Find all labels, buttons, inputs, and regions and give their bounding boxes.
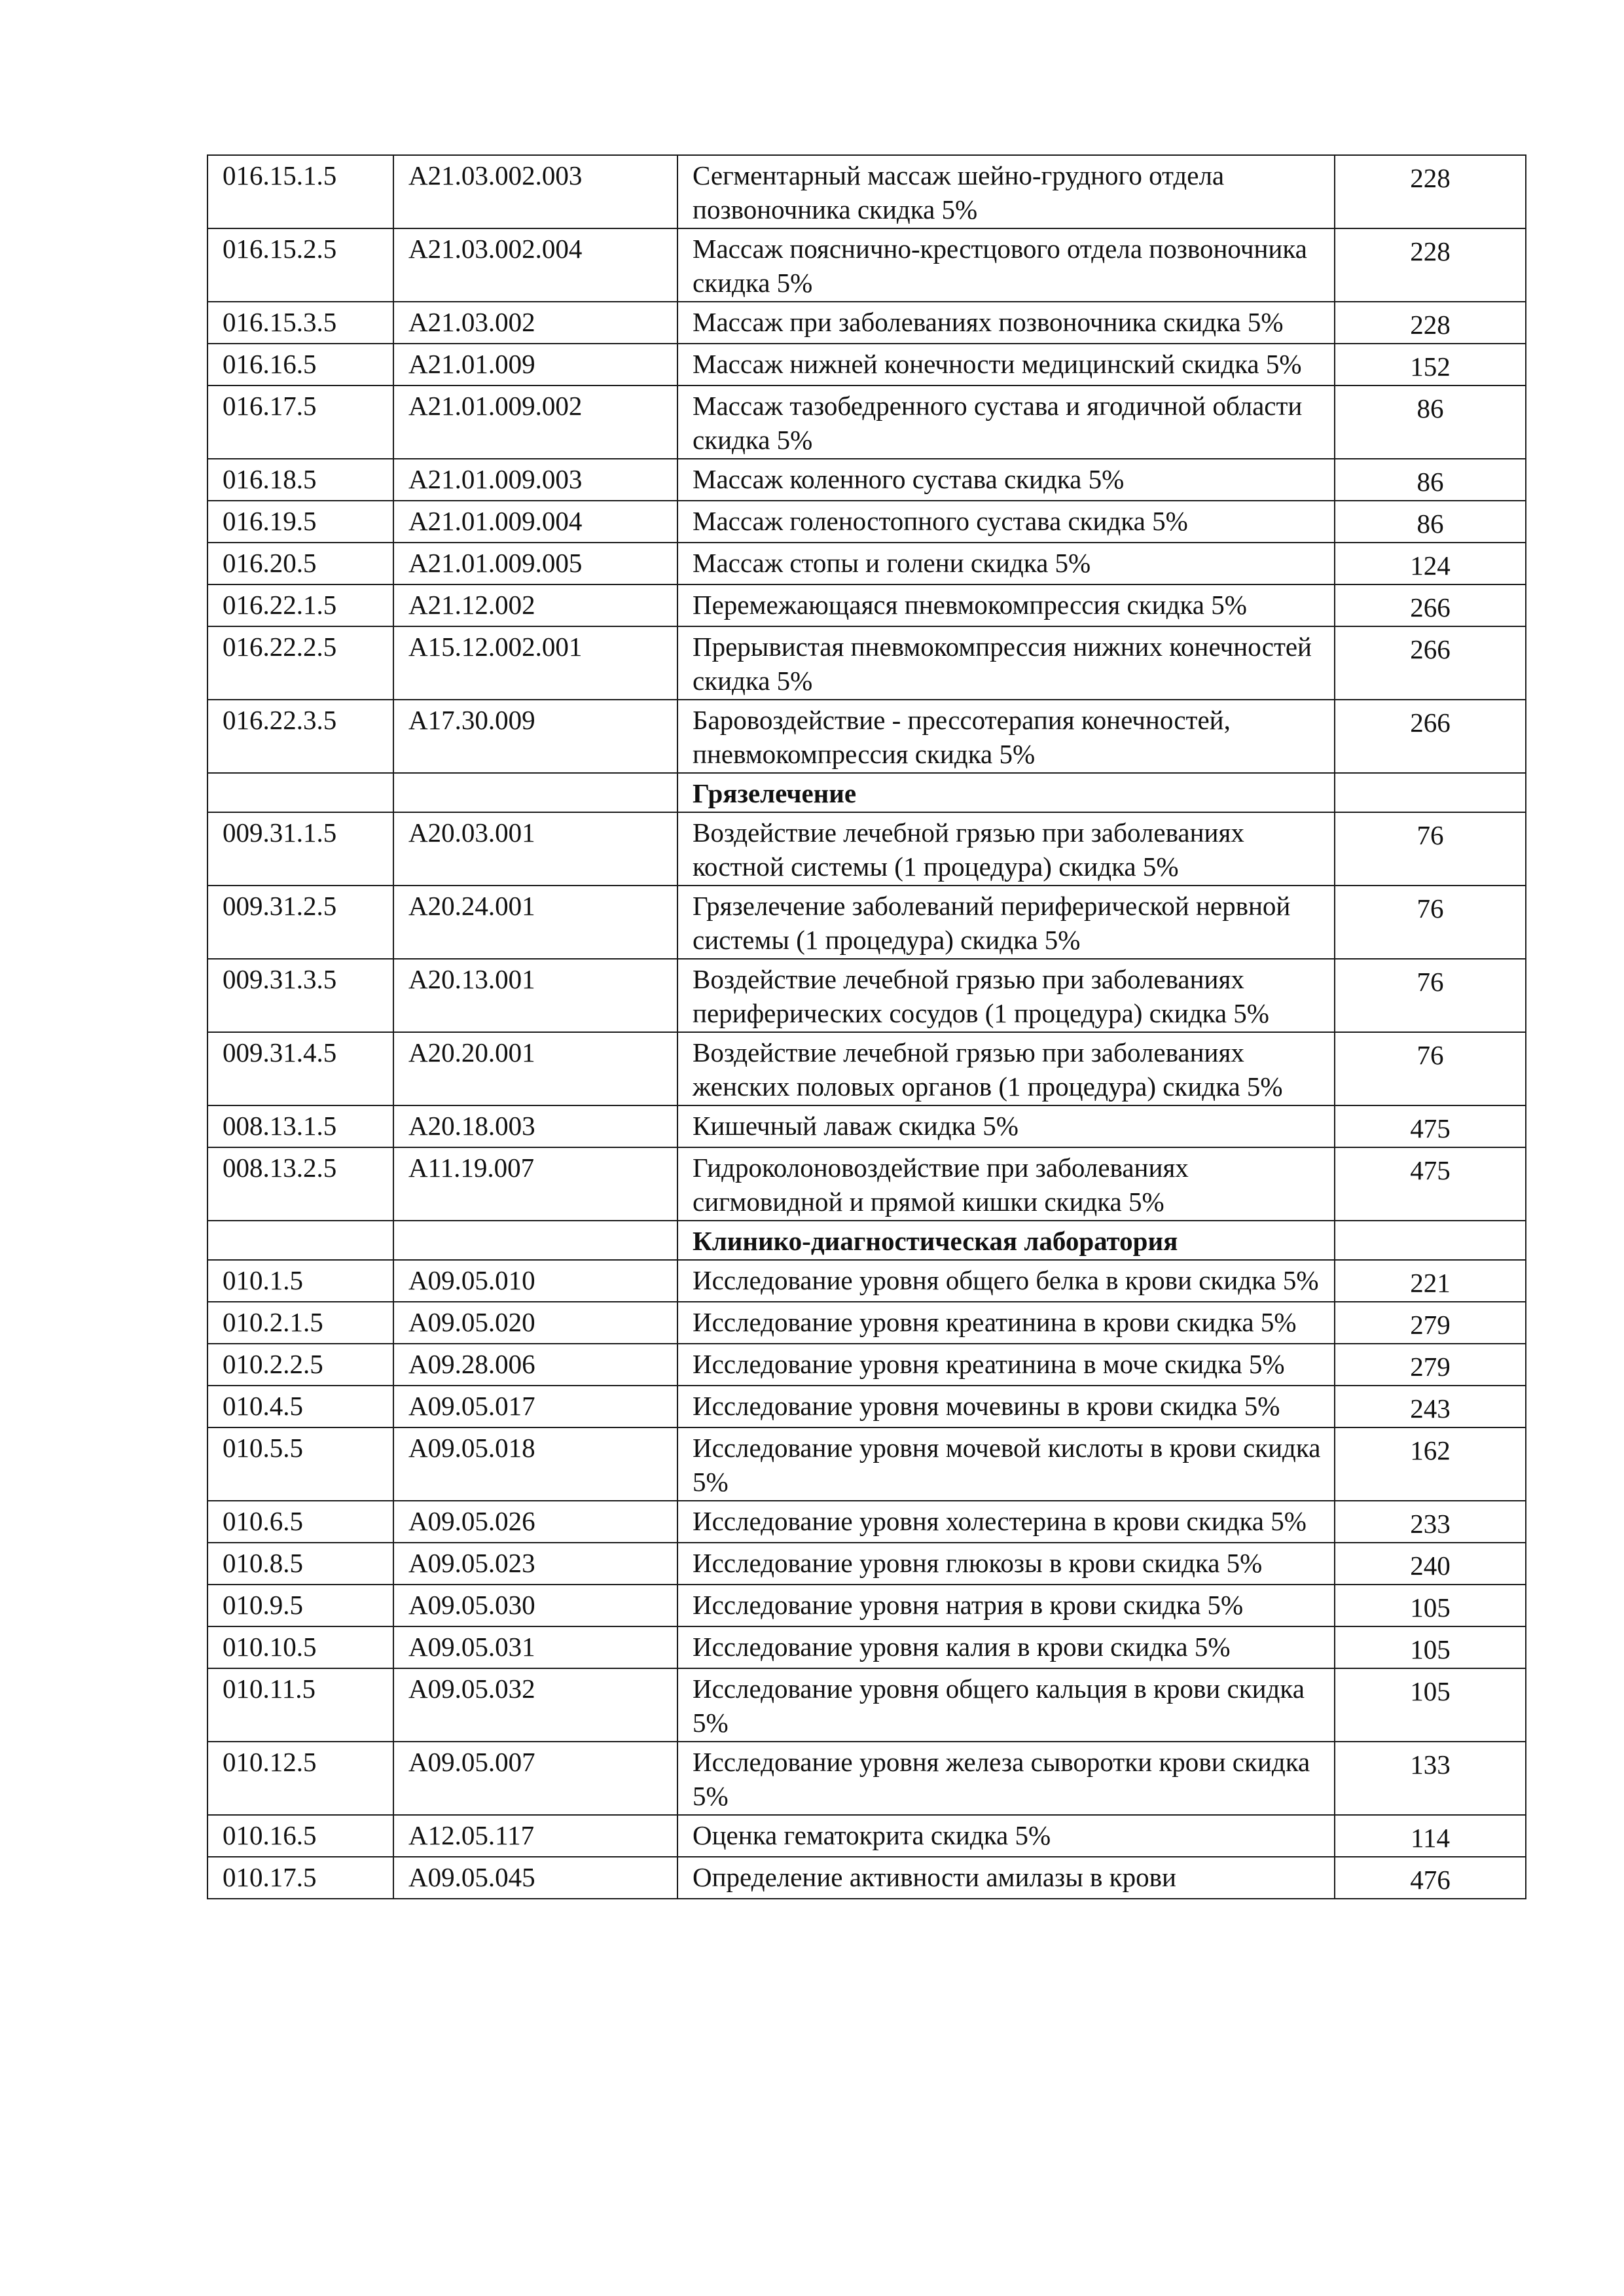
table-row xyxy=(208,155,1526,228)
service-name-cell: Исследование уровня креатинина в моче скидка 5% xyxy=(677,1344,1335,1386)
empty-cell xyxy=(208,1221,393,1260)
price-cell: 228 xyxy=(1335,302,1526,344)
table-row xyxy=(208,228,1526,302)
service-code-cell: A20.03.001 xyxy=(393,812,677,886)
price-code-cell: 008.13.1.5 xyxy=(208,1105,393,1147)
table-row xyxy=(208,1815,1526,1857)
service-code-cell: A09.05.018 xyxy=(393,1427,677,1501)
price-code-cell: 010.8.5 xyxy=(208,1543,393,1585)
empty-cell xyxy=(393,1221,677,1260)
table-row xyxy=(208,459,1526,501)
service-name-cell: Массаж стопы и голени скидка 5% xyxy=(677,543,1335,584)
price-cell: 162 xyxy=(1335,1427,1526,1501)
service-code-cell: A09.05.023 xyxy=(393,1543,677,1585)
service-name-cell: Исследование уровня мочевины в крови скидка 5% xyxy=(677,1386,1335,1427)
table-row xyxy=(208,1585,1526,1626)
service-name-cell: Определение активности амилазы в крови xyxy=(677,1857,1335,1899)
service-name-cell: Воздействие лечебной грязью при заболеваниях периферических сосудов (1 процедура) скидка 5% xyxy=(677,959,1335,1032)
table-row xyxy=(208,626,1526,700)
table-row xyxy=(208,501,1526,543)
service-code-cell: A21.03.002.004 xyxy=(393,228,677,302)
service-name-cell: Массаж коленного сустава скидка 5% xyxy=(677,459,1335,501)
price-cell: 114 xyxy=(1335,1815,1526,1857)
price-cell: 266 xyxy=(1335,626,1526,700)
table-row xyxy=(208,1147,1526,1221)
service-name-cell: Перемежающаяся пневмокомпрессия скидка 5% xyxy=(677,584,1335,626)
price-code-cell: 010.16.5 xyxy=(208,1815,393,1857)
table-row xyxy=(208,344,1526,386)
service-name-cell: Массаж голеностопного сустава скидка 5% xyxy=(677,501,1335,543)
price-code-cell: 016.22.1.5 xyxy=(208,584,393,626)
service-name-cell: Исследование уровня мочевой кислоты в крови скидка 5% xyxy=(677,1427,1335,1501)
service-code-cell: A09.05.017 xyxy=(393,1386,677,1427)
table-row xyxy=(208,1032,1526,1105)
price-cell: 133 xyxy=(1335,1742,1526,1815)
price-cell: 228 xyxy=(1335,228,1526,302)
price-table xyxy=(207,154,1526,1899)
price-cell: 124 xyxy=(1335,543,1526,584)
price-code-cell: 010.10.5 xyxy=(208,1626,393,1668)
service-name-cell: Исследование уровня общего белка в крови скидка 5% xyxy=(677,1260,1335,1302)
service-code-cell: A09.28.006 xyxy=(393,1344,677,1386)
price-code-cell: 016.15.2.5 xyxy=(208,228,393,302)
category-heading: Грязелечение xyxy=(677,773,1335,812)
service-code-cell: A21.12.002 xyxy=(393,584,677,626)
service-code-cell: A20.18.003 xyxy=(393,1105,677,1147)
price-code-cell: 010.12.5 xyxy=(208,1742,393,1815)
service-code-cell: A09.05.026 xyxy=(393,1501,677,1543)
service-code-cell: A09.05.007 xyxy=(393,1742,677,1815)
price-cell: 86 xyxy=(1335,386,1526,459)
table-row xyxy=(208,1543,1526,1585)
price-code-cell: 016.22.3.5 xyxy=(208,700,393,773)
price-code-cell: 010.17.5 xyxy=(208,1857,393,1899)
price-code-cell: 010.9.5 xyxy=(208,1585,393,1626)
service-name-cell: Исследование уровня железа сыворотки крови скидка 5% xyxy=(677,1742,1335,1815)
table-row xyxy=(208,386,1526,459)
service-code-cell: A21.03.002.003 xyxy=(393,155,677,228)
table-row xyxy=(208,886,1526,959)
price-code-cell: 010.5.5 xyxy=(208,1427,393,1501)
service-code-cell: A09.05.020 xyxy=(393,1302,677,1344)
service-name-cell: Исследование уровня натрия в крови скидка 5% xyxy=(677,1585,1335,1626)
table-row xyxy=(208,1857,1526,1899)
price-code-cell: 010.1.5 xyxy=(208,1260,393,1302)
table-row xyxy=(208,1427,1526,1501)
price-cell: 86 xyxy=(1335,459,1526,501)
price-cell: 105 xyxy=(1335,1626,1526,1668)
service-name-cell: Массаж при заболеваниях позвоночника скидка 5% xyxy=(677,302,1335,344)
table-row xyxy=(208,584,1526,626)
table-row xyxy=(208,1668,1526,1742)
price-code-cell: 010.11.5 xyxy=(208,1668,393,1742)
price-code-cell: 016.15.1.5 xyxy=(208,155,393,228)
table-row xyxy=(208,543,1526,584)
service-name-cell: Исследование уровня холестерина в крови скидка 5% xyxy=(677,1501,1335,1543)
price-code-cell: 009.31.1.5 xyxy=(208,812,393,886)
price-cell: 279 xyxy=(1335,1344,1526,1386)
price-cell: 476 xyxy=(1335,1857,1526,1899)
table-row xyxy=(208,1626,1526,1668)
service-code-cell: A15.12.002.001 xyxy=(393,626,677,700)
service-code-cell: A21.01.009.004 xyxy=(393,501,677,543)
price-cell: 266 xyxy=(1335,700,1526,773)
price-code-cell: 016.17.5 xyxy=(208,386,393,459)
price-cell: 76 xyxy=(1335,886,1526,959)
service-name-cell: Прерывистая пневмокомпрессия нижних конечностей скидка 5% xyxy=(677,626,1335,700)
price-cell: 475 xyxy=(1335,1105,1526,1147)
price-code-cell: 010.6.5 xyxy=(208,1501,393,1543)
category-row xyxy=(208,1221,1526,1260)
price-code-cell: 010.2.2.5 xyxy=(208,1344,393,1386)
price-cell: 266 xyxy=(1335,584,1526,626)
price-cell: 76 xyxy=(1335,812,1526,886)
service-code-cell: A20.20.001 xyxy=(393,1032,677,1105)
table-row xyxy=(208,1501,1526,1543)
service-code-cell: A20.13.001 xyxy=(393,959,677,1032)
price-cell: 105 xyxy=(1335,1585,1526,1626)
price-cell: 243 xyxy=(1335,1386,1526,1427)
table-row xyxy=(208,812,1526,886)
empty-cell xyxy=(208,773,393,812)
service-code-cell: A21.01.009.003 xyxy=(393,459,677,501)
price-code-cell: 009.31.2.5 xyxy=(208,886,393,959)
price-code-cell: 016.15.3.5 xyxy=(208,302,393,344)
empty-cell xyxy=(393,773,677,812)
table-row xyxy=(208,302,1526,344)
category-heading: Клинико-диагностическая лаборатория xyxy=(677,1221,1335,1260)
service-name-cell: Исследование уровня глюкозы в крови скидка 5% xyxy=(677,1543,1335,1585)
service-code-cell: A21.03.002 xyxy=(393,302,677,344)
table-row xyxy=(208,1302,1526,1344)
service-code-cell: A11.19.007 xyxy=(393,1147,677,1221)
service-code-cell: A21.01.009.002 xyxy=(393,386,677,459)
price-cell: 233 xyxy=(1335,1501,1526,1543)
service-code-cell: A20.24.001 xyxy=(393,886,677,959)
service-name-cell: Исследование уровня креатинина в крови скидка 5% xyxy=(677,1302,1335,1344)
price-code-cell: 016.18.5 xyxy=(208,459,393,501)
service-name-cell: Массаж нижней конечности медицинский скидка 5% xyxy=(677,344,1335,386)
price-code-cell: 016.22.2.5 xyxy=(208,626,393,700)
price-code-cell: 010.4.5 xyxy=(208,1386,393,1427)
price-cell: 221 xyxy=(1335,1260,1526,1302)
service-code-cell: A17.30.009 xyxy=(393,700,677,773)
price-cell: 76 xyxy=(1335,959,1526,1032)
table-row xyxy=(208,1344,1526,1386)
price-cell: 240 xyxy=(1335,1543,1526,1585)
price-cell: 228 xyxy=(1335,155,1526,228)
table-row xyxy=(208,1105,1526,1147)
price-code-cell: 008.13.2.5 xyxy=(208,1147,393,1221)
table-row xyxy=(208,1260,1526,1302)
service-code-cell: A21.01.009 xyxy=(393,344,677,386)
service-name-cell: Исследование уровня общего кальция в крови скидка 5% xyxy=(677,1668,1335,1742)
price-cell: 76 xyxy=(1335,1032,1526,1105)
empty-cell xyxy=(1335,773,1526,812)
service-code-cell: A21.01.009.005 xyxy=(393,543,677,584)
price-code-cell: 009.31.3.5 xyxy=(208,959,393,1032)
service-name-cell: Кишечный лаваж скидка 5% xyxy=(677,1105,1335,1147)
service-code-cell: A09.05.010 xyxy=(393,1260,677,1302)
service-name-cell: Массаж пояснично-крестцового отдела позвоночника скидка 5% xyxy=(677,228,1335,302)
service-code-cell: A09.05.031 xyxy=(393,1626,677,1668)
service-name-cell: Баровоздействие - прессотерапия конечностей, пневмокомпрессия скидка 5% xyxy=(677,700,1335,773)
service-code-cell: A09.05.030 xyxy=(393,1585,677,1626)
price-code-cell: 010.2.1.5 xyxy=(208,1302,393,1344)
service-code-cell: A12.05.117 xyxy=(393,1815,677,1857)
table-row xyxy=(208,700,1526,773)
table-row xyxy=(208,1742,1526,1815)
price-table-body xyxy=(208,155,1526,1899)
service-name-cell: Грязелечение заболеваний периферической нервной системы (1 процедура) скидка 5% xyxy=(677,886,1335,959)
empty-cell xyxy=(1335,1221,1526,1260)
service-code-cell: A09.05.045 xyxy=(393,1857,677,1899)
price-cell: 86 xyxy=(1335,501,1526,543)
service-name-cell: Оценка гематокрита скидка 5% xyxy=(677,1815,1335,1857)
service-name-cell: Исследование уровня калия в крови скидка 5% xyxy=(677,1626,1335,1668)
service-code-cell: A09.05.032 xyxy=(393,1668,677,1742)
price-code-cell: 016.16.5 xyxy=(208,344,393,386)
service-name-cell: Гидроколоновоздействие при заболеваниях сигмовидной и прямой кишки скидка 5% xyxy=(677,1147,1335,1221)
price-code-cell: 016.19.5 xyxy=(208,501,393,543)
price-cell: 152 xyxy=(1335,344,1526,386)
table-row xyxy=(208,959,1526,1032)
table-row xyxy=(208,1386,1526,1427)
price-code-cell: 009.31.4.5 xyxy=(208,1032,393,1105)
price-cell: 475 xyxy=(1335,1147,1526,1221)
category-row xyxy=(208,773,1526,812)
service-name-cell: Сегментарный массаж шейно-грудного отдела позвоночника скидка 5% xyxy=(677,155,1335,228)
service-name-cell: Воздействие лечебной грязью при заболеваниях костной системы (1 процедура) скидка 5% xyxy=(677,812,1335,886)
price-cell: 279 xyxy=(1335,1302,1526,1344)
service-name-cell: Воздействие лечебной грязью при заболеваниях женских половых органов (1 процедура) скидка 5% xyxy=(677,1032,1335,1105)
service-name-cell: Массаж тазобедренного сустава и ягодичной области скидка 5% xyxy=(677,386,1335,459)
price-code-cell: 016.20.5 xyxy=(208,543,393,584)
price-cell: 105 xyxy=(1335,1668,1526,1742)
